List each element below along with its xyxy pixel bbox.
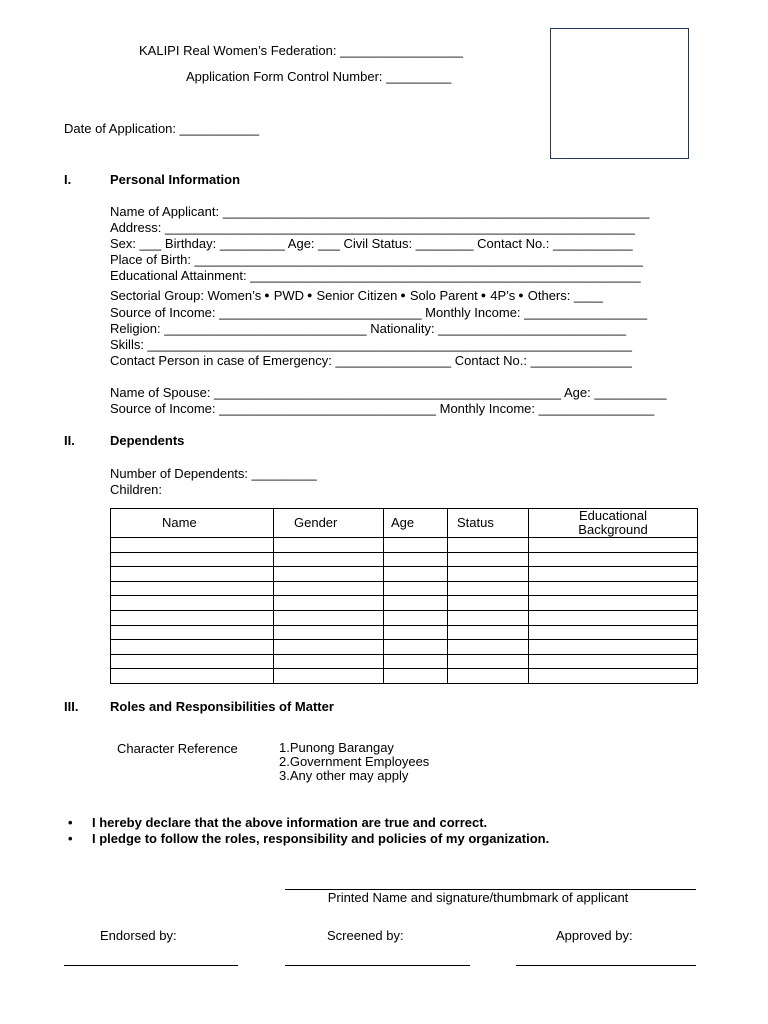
table-cell[interactable] bbox=[448, 567, 529, 582]
table-cell[interactable] bbox=[448, 596, 529, 611]
section-2-title: Dependents bbox=[110, 433, 185, 448]
section-2-number: II. bbox=[64, 433, 75, 448]
table-row[interactable] bbox=[111, 654, 698, 669]
applicant-signature-caption: Printed Name and signature/thumbmark of applicant bbox=[327, 890, 629, 905]
approved-by-signature-line[interactable] bbox=[516, 965, 696, 966]
endorsed-by-signature-line[interactable] bbox=[64, 965, 238, 966]
list-item: 2.Government Employees bbox=[279, 754, 430, 769]
screened-by-signature-line[interactable] bbox=[285, 965, 470, 966]
table-cell[interactable] bbox=[384, 669, 448, 684]
bullet-icon: ● bbox=[264, 290, 270, 300]
number-of-dependents-field[interactable]: Number of Dependents: _________ bbox=[110, 466, 317, 481]
table-row[interactable] bbox=[111, 567, 698, 582]
table-cell[interactable] bbox=[274, 581, 384, 596]
table-cell[interactable] bbox=[274, 654, 384, 669]
table-cell[interactable] bbox=[111, 625, 274, 640]
table-cell[interactable] bbox=[274, 538, 384, 553]
table-row[interactable] bbox=[111, 640, 698, 655]
table-cell[interactable] bbox=[274, 567, 384, 582]
photo-box bbox=[550, 28, 689, 159]
date-of-application-line[interactable]: Date of Application: ___________ bbox=[64, 121, 260, 136]
table-row[interactable] bbox=[111, 552, 698, 567]
endorsed-by-label: Endorsed by: bbox=[100, 928, 177, 943]
header-gender: Gender bbox=[274, 509, 384, 538]
table-header-row bbox=[111, 509, 698, 538]
list-item: 1.Punong Barangay bbox=[279, 740, 394, 755]
header-age: Age bbox=[384, 509, 448, 538]
table-cell[interactable] bbox=[384, 552, 448, 567]
table-row[interactable] bbox=[111, 625, 698, 640]
bullet-icon: ● bbox=[480, 290, 487, 300]
character-reference-list bbox=[279, 741, 429, 783]
table-cell[interactable] bbox=[384, 654, 448, 669]
federation-line[interactable]: KALIPI Real Women’s Federation: _________________ bbox=[139, 43, 464, 58]
table-cell[interactable] bbox=[448, 669, 529, 684]
table-row[interactable] bbox=[111, 669, 698, 684]
table-cell[interactable] bbox=[111, 567, 274, 582]
table-cell[interactable] bbox=[529, 640, 698, 655]
source-of-income-field[interactable]: Source of Income: ____________________________ Monthly Income: _________________ bbox=[110, 305, 648, 320]
sectorial-group-row[interactable] bbox=[110, 287, 603, 304]
educational-attainment-field[interactable]: Educational Attainment: ______________________________________________________ bbox=[110, 268, 641, 283]
emergency-contact-field[interactable]: Contact Person in case of Emergency: ________________ Contact No.: ______________ bbox=[110, 353, 632, 368]
table-cell[interactable] bbox=[448, 625, 529, 640]
spouse-name-field[interactable]: Name of Spouse: ________________________________________________ Age: __________ bbox=[110, 385, 667, 400]
table-row[interactable] bbox=[111, 596, 698, 611]
section-3-number: III. bbox=[64, 699, 79, 714]
sex-birthday-age-field[interactable]: Sex: ___ Birthday: _________ Age: ___ Civil Status: ________ Contact No.: ___________ bbox=[110, 236, 633, 251]
bullet-icon: ● bbox=[400, 290, 406, 300]
table-cell[interactable] bbox=[111, 596, 274, 611]
table-cell[interactable] bbox=[448, 610, 529, 625]
table-cell[interactable] bbox=[529, 567, 698, 582]
spouse-income-field[interactable]: Source of Income: ______________________________ Monthly Income: ________________ bbox=[110, 401, 655, 416]
header-status: Status bbox=[448, 509, 529, 538]
table-cell[interactable] bbox=[529, 625, 698, 640]
table-cell[interactable] bbox=[111, 581, 274, 596]
religion-nationality-field[interactable]: Religion: ____________________________ Nationality: __________________________ bbox=[110, 321, 627, 336]
table-cell[interactable] bbox=[529, 596, 698, 611]
section-1-title: Personal Information bbox=[110, 172, 241, 187]
table-cell[interactable] bbox=[274, 552, 384, 567]
table-row[interactable] bbox=[111, 581, 698, 596]
approved-by-label: Approved by: bbox=[556, 928, 633, 943]
table-cell[interactable] bbox=[529, 581, 698, 596]
bullet-icon: • bbox=[68, 815, 73, 830]
table-cell[interactable] bbox=[448, 640, 529, 655]
table-cell[interactable] bbox=[274, 625, 384, 640]
table-cell[interactable] bbox=[384, 640, 448, 655]
section-1-number: I. bbox=[64, 172, 72, 187]
bullet-icon: ● bbox=[518, 290, 524, 300]
header-educational-background: Educational Background bbox=[529, 509, 698, 538]
sectorial-option-others[interactable]: Others: ____ bbox=[527, 288, 603, 303]
sectorial-option-4ps[interactable]: 4P’s bbox=[490, 288, 516, 303]
table-cell[interactable] bbox=[384, 596, 448, 611]
table-cell[interactable] bbox=[274, 640, 384, 655]
table-cell[interactable] bbox=[384, 567, 448, 582]
table-cell[interactable] bbox=[274, 596, 384, 611]
table-cell[interactable] bbox=[448, 581, 529, 596]
table-cell[interactable] bbox=[529, 610, 698, 625]
declaration-item-true-correct bbox=[68, 815, 487, 831]
table-cell[interactable] bbox=[111, 654, 274, 669]
declaration-item-pledge bbox=[68, 831, 549, 847]
table-row[interactable] bbox=[111, 538, 698, 553]
children-label: Children: bbox=[110, 482, 163, 497]
declaration-text: I pledge to follow the roles, responsibility and policies of my organization. bbox=[92, 831, 550, 846]
table-cell[interactable] bbox=[529, 654, 698, 669]
table-row[interactable] bbox=[111, 610, 698, 625]
table-cell[interactable] bbox=[384, 581, 448, 596]
table-cell[interactable] bbox=[384, 610, 448, 625]
table-cell[interactable] bbox=[448, 654, 529, 669]
control-number-line[interactable]: Application Form Control Number: _________ bbox=[186, 69, 452, 84]
table-cell[interactable] bbox=[274, 669, 384, 684]
table-cell[interactable] bbox=[111, 610, 274, 625]
table-cell[interactable] bbox=[384, 538, 448, 553]
table-cell[interactable] bbox=[111, 640, 274, 655]
name-of-applicant-field[interactable]: Name of Applicant: ___________________________________________________________ bbox=[110, 204, 650, 219]
table-cell[interactable] bbox=[274, 610, 384, 625]
table-cell[interactable] bbox=[448, 538, 529, 553]
sectorial-option-solo-parent[interactable]: Solo Parent bbox=[409, 288, 478, 303]
bullet-icon: • bbox=[68, 831, 73, 846]
table-cell[interactable] bbox=[529, 538, 698, 553]
table-cell[interactable] bbox=[529, 669, 698, 684]
sectorial-option-senior[interactable]: Senior Citizen bbox=[316, 288, 398, 303]
place-of-birth-field[interactable]: Place of Birth: ______________________________________________________________ bbox=[110, 252, 643, 267]
table-cell[interactable] bbox=[529, 552, 698, 567]
header-name: Name bbox=[111, 509, 274, 538]
section-3-title: Roles and Responsibilities of Matter bbox=[110, 699, 334, 714]
skills-field[interactable]: Skills: ___________________________________________________________________ bbox=[110, 337, 632, 352]
bullet-icon: ● bbox=[307, 290, 313, 300]
character-reference-label: Character Reference bbox=[117, 741, 238, 756]
sectorial-option-pwd[interactable]: PWD bbox=[273, 288, 305, 303]
table-cell[interactable] bbox=[111, 669, 274, 684]
declaration-text: I hereby declare that the above information are true and correct. bbox=[92, 815, 488, 830]
sectorial-group-label: Sectorial Group: Women’s bbox=[110, 288, 262, 303]
table-cell[interactable] bbox=[448, 552, 529, 567]
table-cell[interactable] bbox=[384, 625, 448, 640]
children-table bbox=[110, 508, 698, 684]
address-field[interactable]: Address: _________________________________________________________________ bbox=[110, 220, 635, 235]
list-item: 3.Any other may apply bbox=[279, 768, 409, 783]
table-cell[interactable] bbox=[111, 538, 274, 553]
screened-by-label: Screened by: bbox=[327, 928, 404, 943]
table-cell[interactable] bbox=[111, 552, 274, 567]
